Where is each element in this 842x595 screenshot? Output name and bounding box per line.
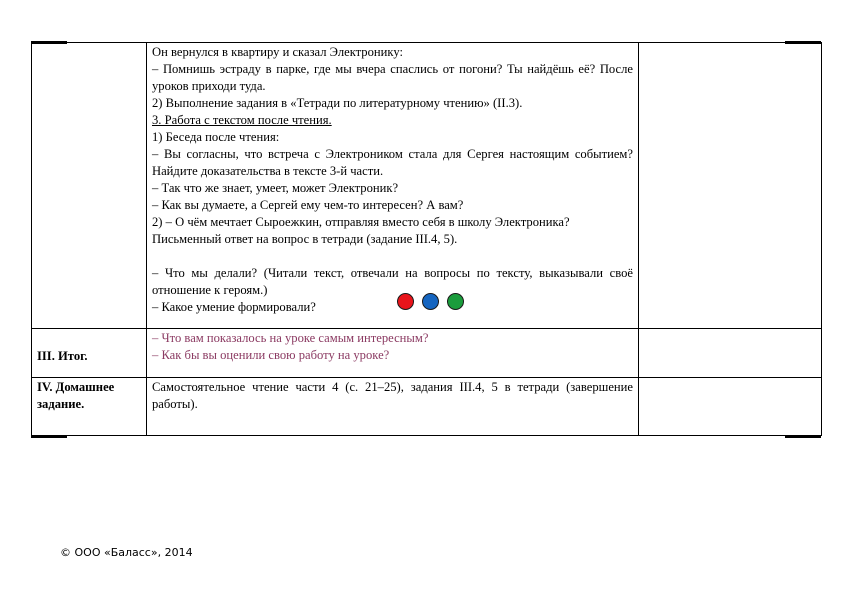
question-line: – Как бы вы оценили свою работу на уроке?: [152, 348, 390, 362]
table-row-work: [32, 43, 822, 329]
self-assessment-circles: [397, 293, 472, 313]
table-row-homework: [32, 378, 822, 436]
border-tick: [31, 435, 67, 438]
table-row-summary: [32, 329, 822, 378]
copyright-footer: © ООО «Баласс», 2014: [60, 546, 193, 559]
content-cell: [147, 43, 639, 329]
question-line: – Что вам показалось на уроке самым интересным?: [152, 331, 429, 345]
section-heading: 3. Работа с текстом после чтения.: [152, 113, 332, 127]
text-line: 2) Выполнение задания в «Тетради по литературному чтению» (II.3).: [152, 96, 523, 110]
spacer: [152, 248, 633, 265]
text-line: – Что мы делали? (Читали текст, отвечали на вопросы по тексту, выказывали своё отношение к героям.): [152, 266, 633, 297]
stage-cell: [32, 43, 147, 329]
content-cell: Самостоятельное чтение части 4 (с. 21–25), задания III.4, 5 в тетради (завершение работы).: [147, 378, 639, 436]
text-line: – Какое умение формировали?: [152, 300, 316, 314]
content-cell: [147, 329, 639, 378]
lesson-table: [31, 42, 822, 436]
text-line: – Вы согласны, что встреча с Электроником стала для Сергея настоящим событием? Найдите доказательства в тексте 3-й части.: [152, 147, 633, 178]
text-line-with-circles: [152, 299, 633, 316]
notes-cell: [639, 43, 822, 329]
stage-label: IV. Домашнее задание.: [32, 378, 147, 436]
text-line: – Так что же знает, умеет, может Электроник?: [152, 181, 399, 195]
blue-circle-icon: [422, 293, 439, 310]
text-line: 1) Беседа после чтения:: [152, 130, 280, 144]
text-line: 2) – О чём мечтает Сыроежкин, отправляя вместо себя в школу Электроника?: [152, 215, 570, 229]
stage-label: III. Итог.: [32, 329, 147, 378]
red-circle-icon: [397, 293, 414, 310]
border-tick: [785, 41, 821, 44]
green-circle-icon: [447, 293, 464, 310]
text-line: – Как вы думаете, а Сергей ему чем-то интересен? А вам?: [152, 198, 464, 212]
notes-cell: [639, 378, 822, 436]
border-tick: [785, 435, 821, 438]
text-line: – Помнишь эстраду в парке, где мы вчера спаслись от погони? Ты найдёшь её? После уроков приходи туда.: [152, 62, 633, 93]
notes-cell: [639, 329, 822, 378]
border-tick: [31, 41, 67, 44]
text-line: Он вернулся в квартиру и сказал Электронику:: [152, 45, 403, 59]
text-line: Письменный ответ на вопрос в тетради (задание III.4, 5).: [152, 232, 458, 246]
